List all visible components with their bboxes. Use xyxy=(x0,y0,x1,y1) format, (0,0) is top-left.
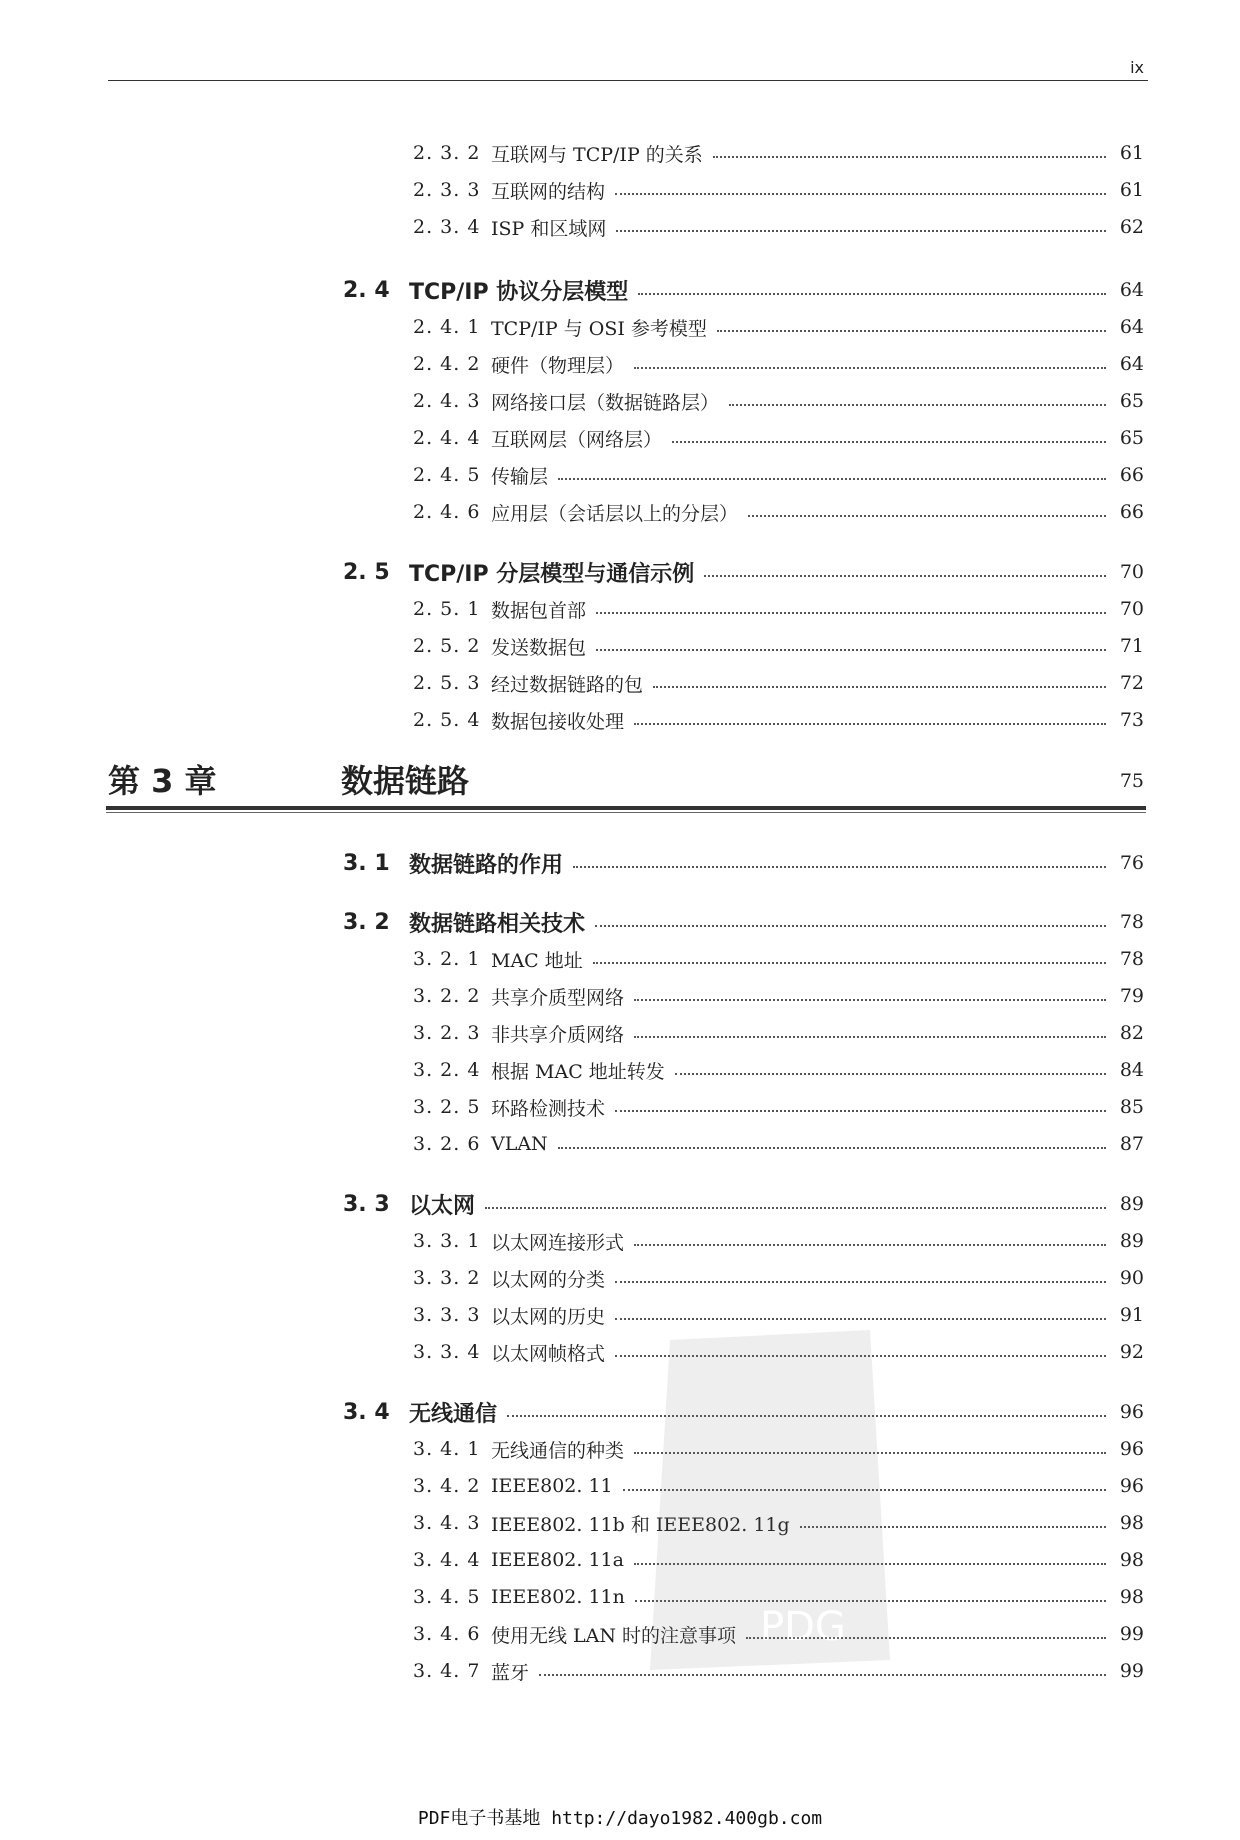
chapter-label: 第 3 章 xyxy=(108,762,217,800)
toc-subsection-entry xyxy=(0,212,1144,242)
entry-number: 2. 5. 2 xyxy=(413,635,481,657)
toc-subsection-entry xyxy=(0,1471,1144,1501)
entry-number: 2. 4. 1 xyxy=(413,316,481,338)
dot-leader xyxy=(634,1244,1106,1246)
entry-number: 3. 2 xyxy=(343,909,390,935)
entry-page: 66 xyxy=(1119,501,1144,523)
entry-page: 82 xyxy=(1119,1022,1144,1044)
entry-number: 3. 3 xyxy=(343,1191,390,1217)
chapter-rule xyxy=(106,806,1146,810)
entry-page: 87 xyxy=(1119,1133,1144,1155)
entry-page: 64 xyxy=(1119,279,1144,301)
toc-subsection-entry xyxy=(0,668,1144,698)
entry-number: 3. 4 xyxy=(343,1399,390,1425)
entry-page: 64 xyxy=(1119,353,1144,375)
entry-title: 以太网连接形式 xyxy=(491,1231,625,1254)
entry-page: 96 xyxy=(1119,1401,1144,1423)
toc-subsection-entry xyxy=(0,594,1144,624)
entry-number: 3. 2. 5 xyxy=(413,1096,481,1118)
entry-number: 2. 4. 4 xyxy=(413,427,481,449)
entry-page: 99 xyxy=(1119,1623,1144,1645)
entry-title: TCP/IP 分层模型与通信示例 xyxy=(409,561,695,587)
entry-page: 65 xyxy=(1119,427,1144,449)
entry-title: IEEE802. 11a xyxy=(491,1549,624,1571)
chapter-page: 75 xyxy=(1119,770,1144,792)
entry-title: 数据包接收处理 xyxy=(491,710,625,733)
entry-title: 以太网的分类 xyxy=(491,1268,606,1291)
entry-number: 3. 3. 4 xyxy=(413,1341,481,1363)
toc-subsection-entry xyxy=(0,138,1144,168)
entry-title: 数据链路相关技术 xyxy=(409,911,586,937)
toc-subsection-entry xyxy=(0,705,1144,735)
toc-subsection-entry xyxy=(0,1656,1144,1686)
entry-page: 79 xyxy=(1119,985,1144,1007)
entry-page: 76 xyxy=(1119,852,1144,874)
entry-page: 98 xyxy=(1119,1586,1144,1608)
toc-subsection-entry xyxy=(0,1263,1144,1293)
watermark-seal xyxy=(640,1320,900,1680)
entry-title: IEEE802. 11n xyxy=(491,1586,625,1608)
entry-page: 96 xyxy=(1119,1438,1144,1460)
toc-subsection-entry xyxy=(0,175,1144,205)
entry-page: 70 xyxy=(1119,598,1144,620)
dot-leader xyxy=(729,404,1106,406)
dot-leader xyxy=(748,515,1106,517)
entry-number: 2. 4 xyxy=(343,277,390,303)
entry-title: 根据 MAC 地址转发 xyxy=(491,1060,665,1083)
entry-page: 78 xyxy=(1119,911,1144,933)
entry-page: 61 xyxy=(1119,142,1144,164)
toc-subsection-entry xyxy=(0,497,1144,527)
toc-subsection-entry xyxy=(0,631,1144,661)
entry-title: 硬件（物理层） xyxy=(491,354,625,377)
entry-title: 共享介质型网络 xyxy=(491,986,625,1009)
entry-title: 发送数据包 xyxy=(491,636,587,659)
dot-leader xyxy=(558,1147,1106,1149)
entry-page: 85 xyxy=(1119,1096,1144,1118)
toc-section-entry xyxy=(0,1189,1144,1219)
dot-leader xyxy=(593,962,1106,964)
entry-title: VLAN xyxy=(491,1133,548,1155)
chapter-title: 数据链路 xyxy=(341,762,470,800)
entry-title: 传输层 xyxy=(491,465,549,488)
entry-number: 3. 2. 3 xyxy=(413,1022,481,1044)
entry-title: 经过数据链路的包 xyxy=(491,673,644,696)
entry-number: 3. 4. 1 xyxy=(413,1438,481,1460)
entry-page: 90 xyxy=(1119,1267,1144,1289)
dot-leader xyxy=(634,723,1106,725)
entry-number: 2. 5. 4 xyxy=(413,709,481,731)
dot-leader xyxy=(615,193,1106,195)
toc-subsection-entry xyxy=(0,981,1144,1011)
entry-number: 3. 4. 7 xyxy=(413,1660,481,1682)
entry-number: 2. 5 xyxy=(343,559,390,585)
entry-page: 89 xyxy=(1119,1193,1144,1215)
toc-subsection-entry xyxy=(0,1300,1144,1330)
entry-title: 以太网 xyxy=(409,1193,476,1219)
toc-subsection-entry xyxy=(0,1619,1144,1649)
entry-page: 66 xyxy=(1119,464,1144,486)
entry-number: 2. 3. 3 xyxy=(413,179,481,201)
entry-title: TCP/IP 协议分层模型 xyxy=(409,279,629,305)
entry-title: 互联网层（网络层） xyxy=(491,428,663,451)
entry-title: 蓝牙 xyxy=(491,1661,530,1684)
toc-subsection-entry xyxy=(0,1434,1144,1464)
entry-number: 3. 4. 6 xyxy=(413,1623,481,1645)
entry-page: 99 xyxy=(1119,1660,1144,1682)
entry-title: 以太网帧格式 xyxy=(491,1342,606,1365)
dot-leader xyxy=(675,1073,1106,1075)
toc-section-entry xyxy=(0,848,1144,878)
toc-subsection-entry xyxy=(0,1508,1144,1538)
dot-leader xyxy=(596,649,1106,651)
page-number: ix xyxy=(1130,58,1144,77)
toc-subsection-entry xyxy=(0,1545,1144,1575)
toc-subsection-entry xyxy=(0,1055,1144,1085)
dot-leader xyxy=(573,866,1106,868)
entry-number: 3. 4. 5 xyxy=(413,1586,481,1608)
entry-title: IEEE802. 11b 和 IEEE802. 11g xyxy=(491,1513,790,1536)
entry-page: 98 xyxy=(1119,1549,1144,1571)
entry-number: 2. 3. 4 xyxy=(413,216,481,238)
entry-page: 91 xyxy=(1119,1304,1144,1326)
dot-leader xyxy=(704,575,1106,577)
dot-leader xyxy=(717,330,1106,332)
entry-title: 环路检测技术 xyxy=(491,1097,606,1120)
dot-leader xyxy=(634,999,1106,1001)
entry-number: 2. 3. 2 xyxy=(413,142,481,164)
entry-page: 96 xyxy=(1119,1475,1144,1497)
dot-leader xyxy=(713,156,1106,158)
entry-number: 3. 2. 6 xyxy=(413,1133,481,1155)
entry-title: 以太网的历史 xyxy=(491,1305,606,1328)
entry-page: 70 xyxy=(1119,561,1144,583)
watermark-text: PDG xyxy=(760,1604,846,1650)
entry-number: 3. 3. 3 xyxy=(413,1304,481,1326)
entry-page: 84 xyxy=(1119,1059,1144,1081)
entry-title: TCP/IP 与 OSI 参考模型 xyxy=(491,317,707,340)
entry-number: 2. 4. 3 xyxy=(413,390,481,412)
entry-page: 92 xyxy=(1119,1341,1144,1363)
entry-title: 应用层（会话层以上的分层） xyxy=(491,502,739,525)
entry-page: 73 xyxy=(1119,709,1144,731)
dot-leader xyxy=(596,612,1106,614)
entry-title: 无线通信的种类 xyxy=(491,1439,625,1462)
toc-section-entry xyxy=(0,557,1144,587)
entry-page: 65 xyxy=(1119,390,1144,412)
entry-number: 3. 4. 4 xyxy=(413,1549,481,1571)
entry-title: ISP 和区域网 xyxy=(491,217,607,240)
entry-number: 3. 2. 4 xyxy=(413,1059,481,1081)
entry-number: 3. 3. 1 xyxy=(413,1230,481,1252)
dot-leader xyxy=(615,1281,1106,1283)
toc-subsection-entry xyxy=(0,312,1144,342)
chapter-rule-thin xyxy=(106,812,1146,813)
dot-leader xyxy=(615,1110,1106,1112)
toc-subsection-entry xyxy=(0,349,1144,379)
entry-page: 62 xyxy=(1119,216,1144,238)
entry-page: 72 xyxy=(1119,672,1144,694)
entry-title: 无线通信 xyxy=(409,1401,498,1427)
toc-subsection-entry xyxy=(0,1337,1144,1367)
toc-subsection-entry xyxy=(0,1018,1144,1048)
entry-number: 3. 4. 3 xyxy=(413,1512,481,1534)
entry-title: 非共享介质网络 xyxy=(491,1023,625,1046)
dot-leader xyxy=(638,293,1106,295)
toc-subsection-entry xyxy=(0,460,1144,490)
entry-title: IEEE802. 11 xyxy=(491,1475,613,1497)
toc-section-entry xyxy=(0,1397,1144,1427)
dot-leader xyxy=(672,441,1106,443)
dot-leader xyxy=(634,1036,1106,1038)
dot-leader xyxy=(558,478,1106,480)
toc-subsection-entry xyxy=(0,1092,1144,1122)
entry-page: 64 xyxy=(1119,316,1144,338)
entry-number: 2. 5. 1 xyxy=(413,598,481,620)
entry-title: 网络接口层（数据链路层） xyxy=(491,391,720,414)
dot-leader xyxy=(616,230,1106,232)
entry-number: 3. 2. 1 xyxy=(413,948,481,970)
entry-page: 89 xyxy=(1119,1230,1144,1252)
entry-title: 互联网的结构 xyxy=(491,180,606,203)
dot-leader xyxy=(634,367,1106,369)
toc-subsection-entry xyxy=(0,944,1144,974)
entry-number: 3. 1 xyxy=(343,850,390,876)
entry-number: 3. 2. 2 xyxy=(413,985,481,1007)
toc-section-entry xyxy=(0,907,1144,937)
toc-subsection-entry xyxy=(0,1582,1144,1612)
dot-leader xyxy=(653,686,1106,688)
footer-text: PDF电子书基地 http://dayo1982.400gb.com xyxy=(417,1808,823,1829)
entry-page: 78 xyxy=(1119,948,1144,970)
toc-subsection-entry xyxy=(0,1226,1144,1256)
entry-number: 2. 4. 2 xyxy=(413,353,481,375)
entry-number: 2. 4. 6 xyxy=(413,501,481,523)
toc-subsection-entry xyxy=(0,1129,1144,1159)
entry-title: 互联网与 TCP/IP 的关系 xyxy=(491,143,703,166)
entry-title: MAC 地址 xyxy=(491,949,583,972)
entry-title: 数据包首部 xyxy=(491,599,587,622)
entry-number: 3. 4. 2 xyxy=(413,1475,481,1497)
toc-section-entry xyxy=(0,275,1144,305)
entry-number: 2. 4. 5 xyxy=(413,464,481,486)
dot-leader xyxy=(595,925,1106,927)
entry-page: 61 xyxy=(1119,179,1144,201)
chapter-heading xyxy=(108,752,1144,802)
entry-page: 71 xyxy=(1119,635,1144,657)
entry-page: 98 xyxy=(1119,1512,1144,1534)
entry-number: 3. 3. 2 xyxy=(413,1267,481,1289)
entry-title: 使用无线 LAN 时的注意事项 xyxy=(491,1624,737,1647)
dot-leader xyxy=(485,1207,1106,1209)
entry-number: 2. 5. 3 xyxy=(413,672,481,694)
entry-title: 数据链路的作用 xyxy=(409,852,564,878)
toc-subsection-entry xyxy=(0,386,1144,416)
toc-subsection-entry xyxy=(0,423,1144,453)
